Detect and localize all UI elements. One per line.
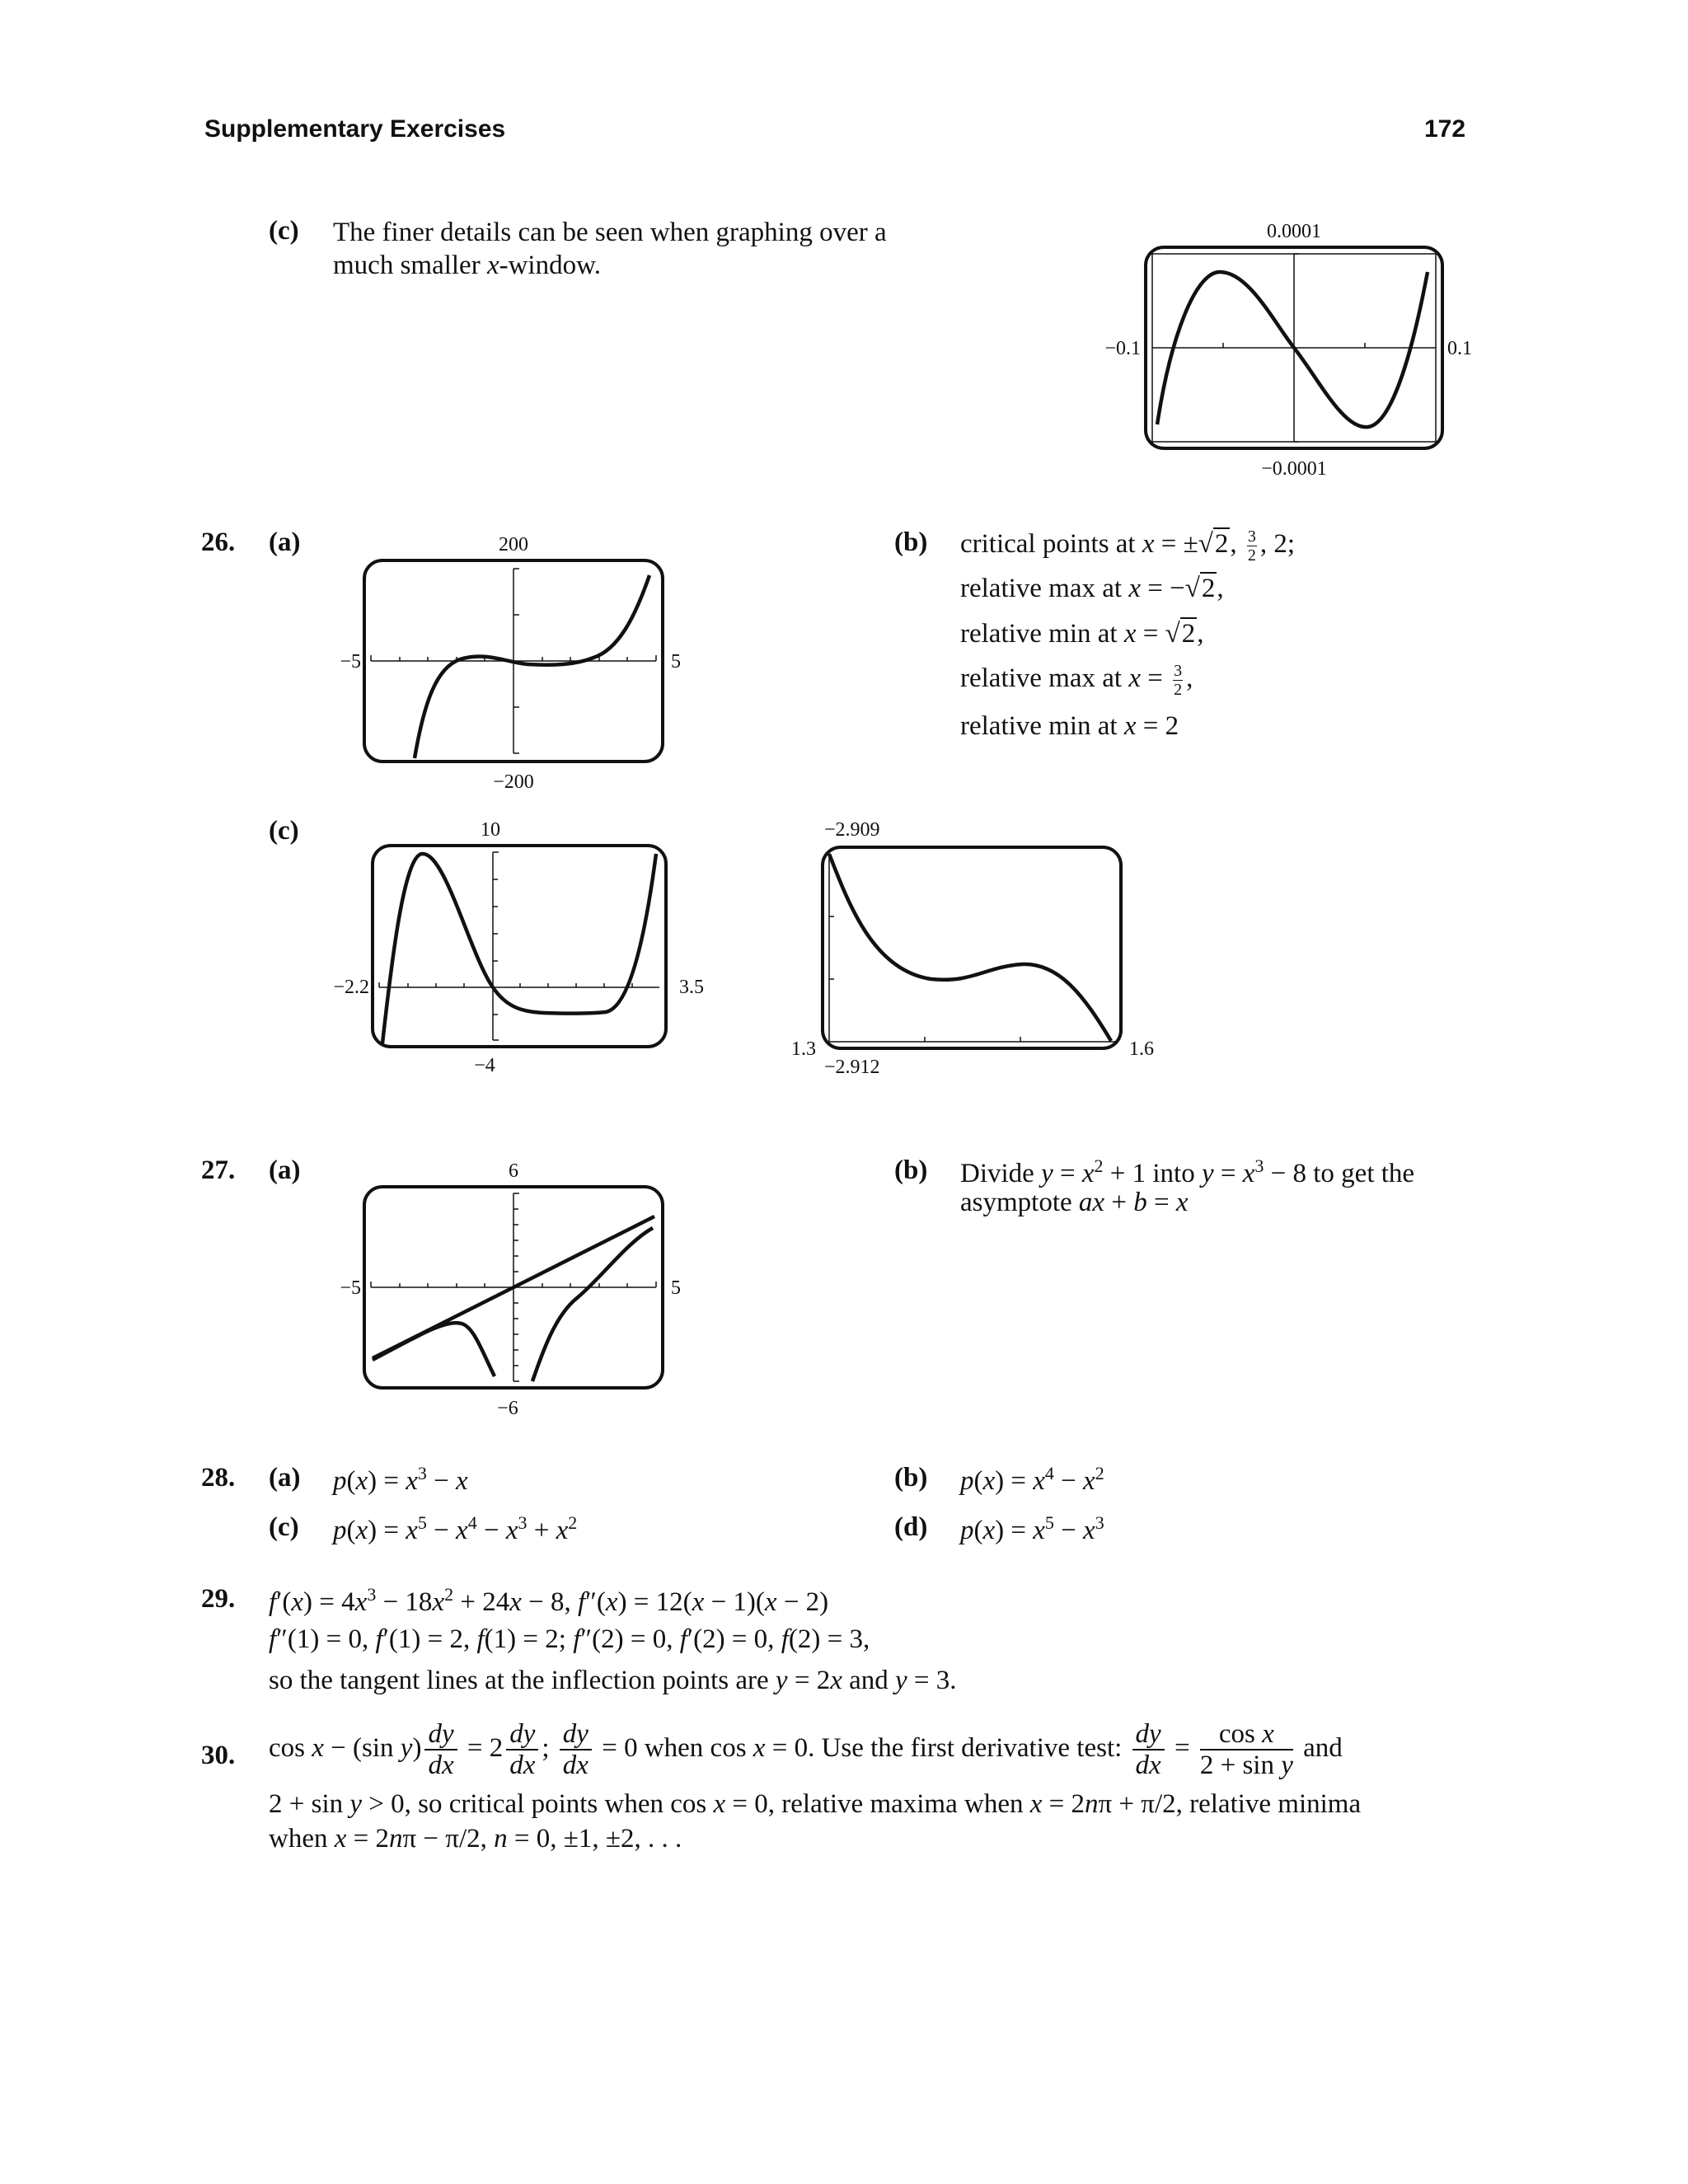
plot-26c-1-xmax: 3.5 — [679, 977, 704, 998]
ex30-line3: when x = 2nπ − π/2, n = 0, ±1, ±2, . . . — [269, 1824, 682, 1854]
ex29-line3: so the tangent lines at the inflection points are y = 2x and y = 3. — [269, 1666, 957, 1695]
plot-26c-1-frame — [373, 846, 666, 1047]
ex26a-label: (a) — [269, 527, 301, 557]
plot-26c-2-frame — [823, 847, 1121, 1048]
plot-26c-1 — [321, 814, 717, 1086]
plot-25c-xmin: −0.1 — [1104, 338, 1141, 359]
plot-26c-2-ymin: −2.912 — [824, 1057, 880, 1078]
ex28-number: 28. — [201, 1463, 236, 1493]
ex28c-label: (c) — [269, 1512, 299, 1542]
plot-26a — [321, 527, 709, 799]
plot-26c-2-curve — [829, 854, 1111, 1041]
ex27a-label: (a) — [269, 1155, 301, 1185]
ex29-line2: f″(1) = 0, f′(1) = 2, f(1) = 2; f″(2) = 0, f′(2) = 0, f(2) = 3, — [269, 1624, 870, 1654]
ex27-number: 27. — [201, 1155, 236, 1185]
plot-25c-ymax: 0.0001 — [1267, 221, 1321, 242]
ex28b-label: (b) — [894, 1463, 928, 1493]
plot-27a-ymax: 6 — [509, 1160, 518, 1182]
plot-26c-1-ymin: −4 — [474, 1055, 495, 1076]
ex29-number: 29. — [201, 1584, 236, 1614]
ex28b-text: $p(x) = x^4 - x^2$ — [960, 1463, 1104, 1496]
plot-26a-curve — [415, 575, 649, 758]
running-header-title: Supplementary Exercises — [204, 115, 506, 143]
plot-27a-curve-right — [532, 1228, 653, 1381]
ex26b-line4: relative max at x = $\frac{3}{2}$ , — [960, 662, 1193, 699]
plot-26c-2-ymax: −2.909 — [824, 819, 880, 841]
ex25c-label: (c) — [269, 216, 299, 246]
plot-26a-xmax: 5 — [671, 651, 681, 673]
ex26b-line1: critical points at x = ±√2, $\frac{3}{2}$ , 2; — [960, 527, 1296, 565]
plot-25c-ymin: −0.0001 — [1261, 458, 1327, 480]
ex26-number: 26. — [201, 527, 236, 557]
ex26b-line3: relative min at x = √2, — [960, 619, 1204, 649]
ex30-number: 30. — [201, 1741, 236, 1770]
ex30-line2: 2 + sin y > 0, so critical points when cos x = 0, relative maxima when x = 2nπ + π/2, relative minima — [269, 1789, 1362, 1819]
plot-27a-xmax: 5 — [671, 1277, 681, 1299]
plot-26a-ymin: −200 — [493, 771, 534, 793]
plot-26c-2-xmax: 1.6 — [1129, 1038, 1154, 1060]
plot-26a-xmin: −5 — [340, 651, 361, 673]
plot-27a-ymin: −6 — [497, 1398, 518, 1419]
ex27b-label: (b) — [894, 1155, 928, 1185]
ex26b-line2: relative max at x = −√2, — [960, 574, 1224, 603]
ex28d-text: $p(x) = x^5 - x^3$ — [960, 1512, 1104, 1545]
ex28d-label: (d) — [894, 1512, 928, 1542]
plot-26c-1-curve — [382, 854, 656, 1043]
page-number: 172 — [1424, 115, 1466, 143]
ex28a-text: $p(x) = x^3 - x$ — [333, 1463, 468, 1496]
plot-25c-curve — [1157, 272, 1428, 427]
plot-27a-curve-left — [373, 1323, 495, 1376]
plot-25c — [1071, 214, 1500, 486]
ex28c-text: $p(x) = x^5 - x^4 - x^3 + x^2$ — [333, 1512, 578, 1545]
plot-26a-ymax: 200 — [499, 534, 528, 555]
ex30-line1: cos x − (sin y) $\frac{dy}{dx}$ = 2 $\frac{dy}{dx}$ ; $\frac{dy}{dx}$ = 0 when cos x = 0. Use the first derivative test: $\frac{dy}{dx}$ = $\frac{\text{cos x}}{\text{2 + sin y}}$ and — [269, 1719, 1343, 1781]
plot-26c-2-xmin: 1.3 — [791, 1038, 816, 1060]
ex26c-label: (c) — [269, 816, 299, 846]
plot-25c-xmax: 0.1 — [1447, 338, 1472, 359]
ex26b-label: (b) — [894, 527, 928, 557]
ex27b-line1: Divide $y = x^2 + 1$ into $y = x^3 - 8$ to get the — [960, 1155, 1415, 1188]
ex28a-label: (a) — [269, 1463, 301, 1493]
ex27b-line2: asymptote ax + b = x — [960, 1188, 1189, 1217]
plot-26c-1-ymax: 10 — [481, 819, 500, 841]
ex26b-line5: relative min at x = 2 — [960, 711, 1179, 741]
plot-27a-xmin: −5 — [340, 1277, 361, 1299]
plot-27a — [321, 1154, 709, 1426]
plot-26c-2 — [775, 814, 1154, 1086]
plot-26c-1-xmin: −2.2 — [333, 977, 369, 998]
ex29-line1: $f'(x) = 4x^3 - 18x^2 + 24x - 8$, f″(x) = 12(x − 1)(x − 2) — [269, 1584, 829, 1617]
ex25c-text: The finer details can be seen when graphing over a much smaller x-window. — [333, 218, 887, 280]
